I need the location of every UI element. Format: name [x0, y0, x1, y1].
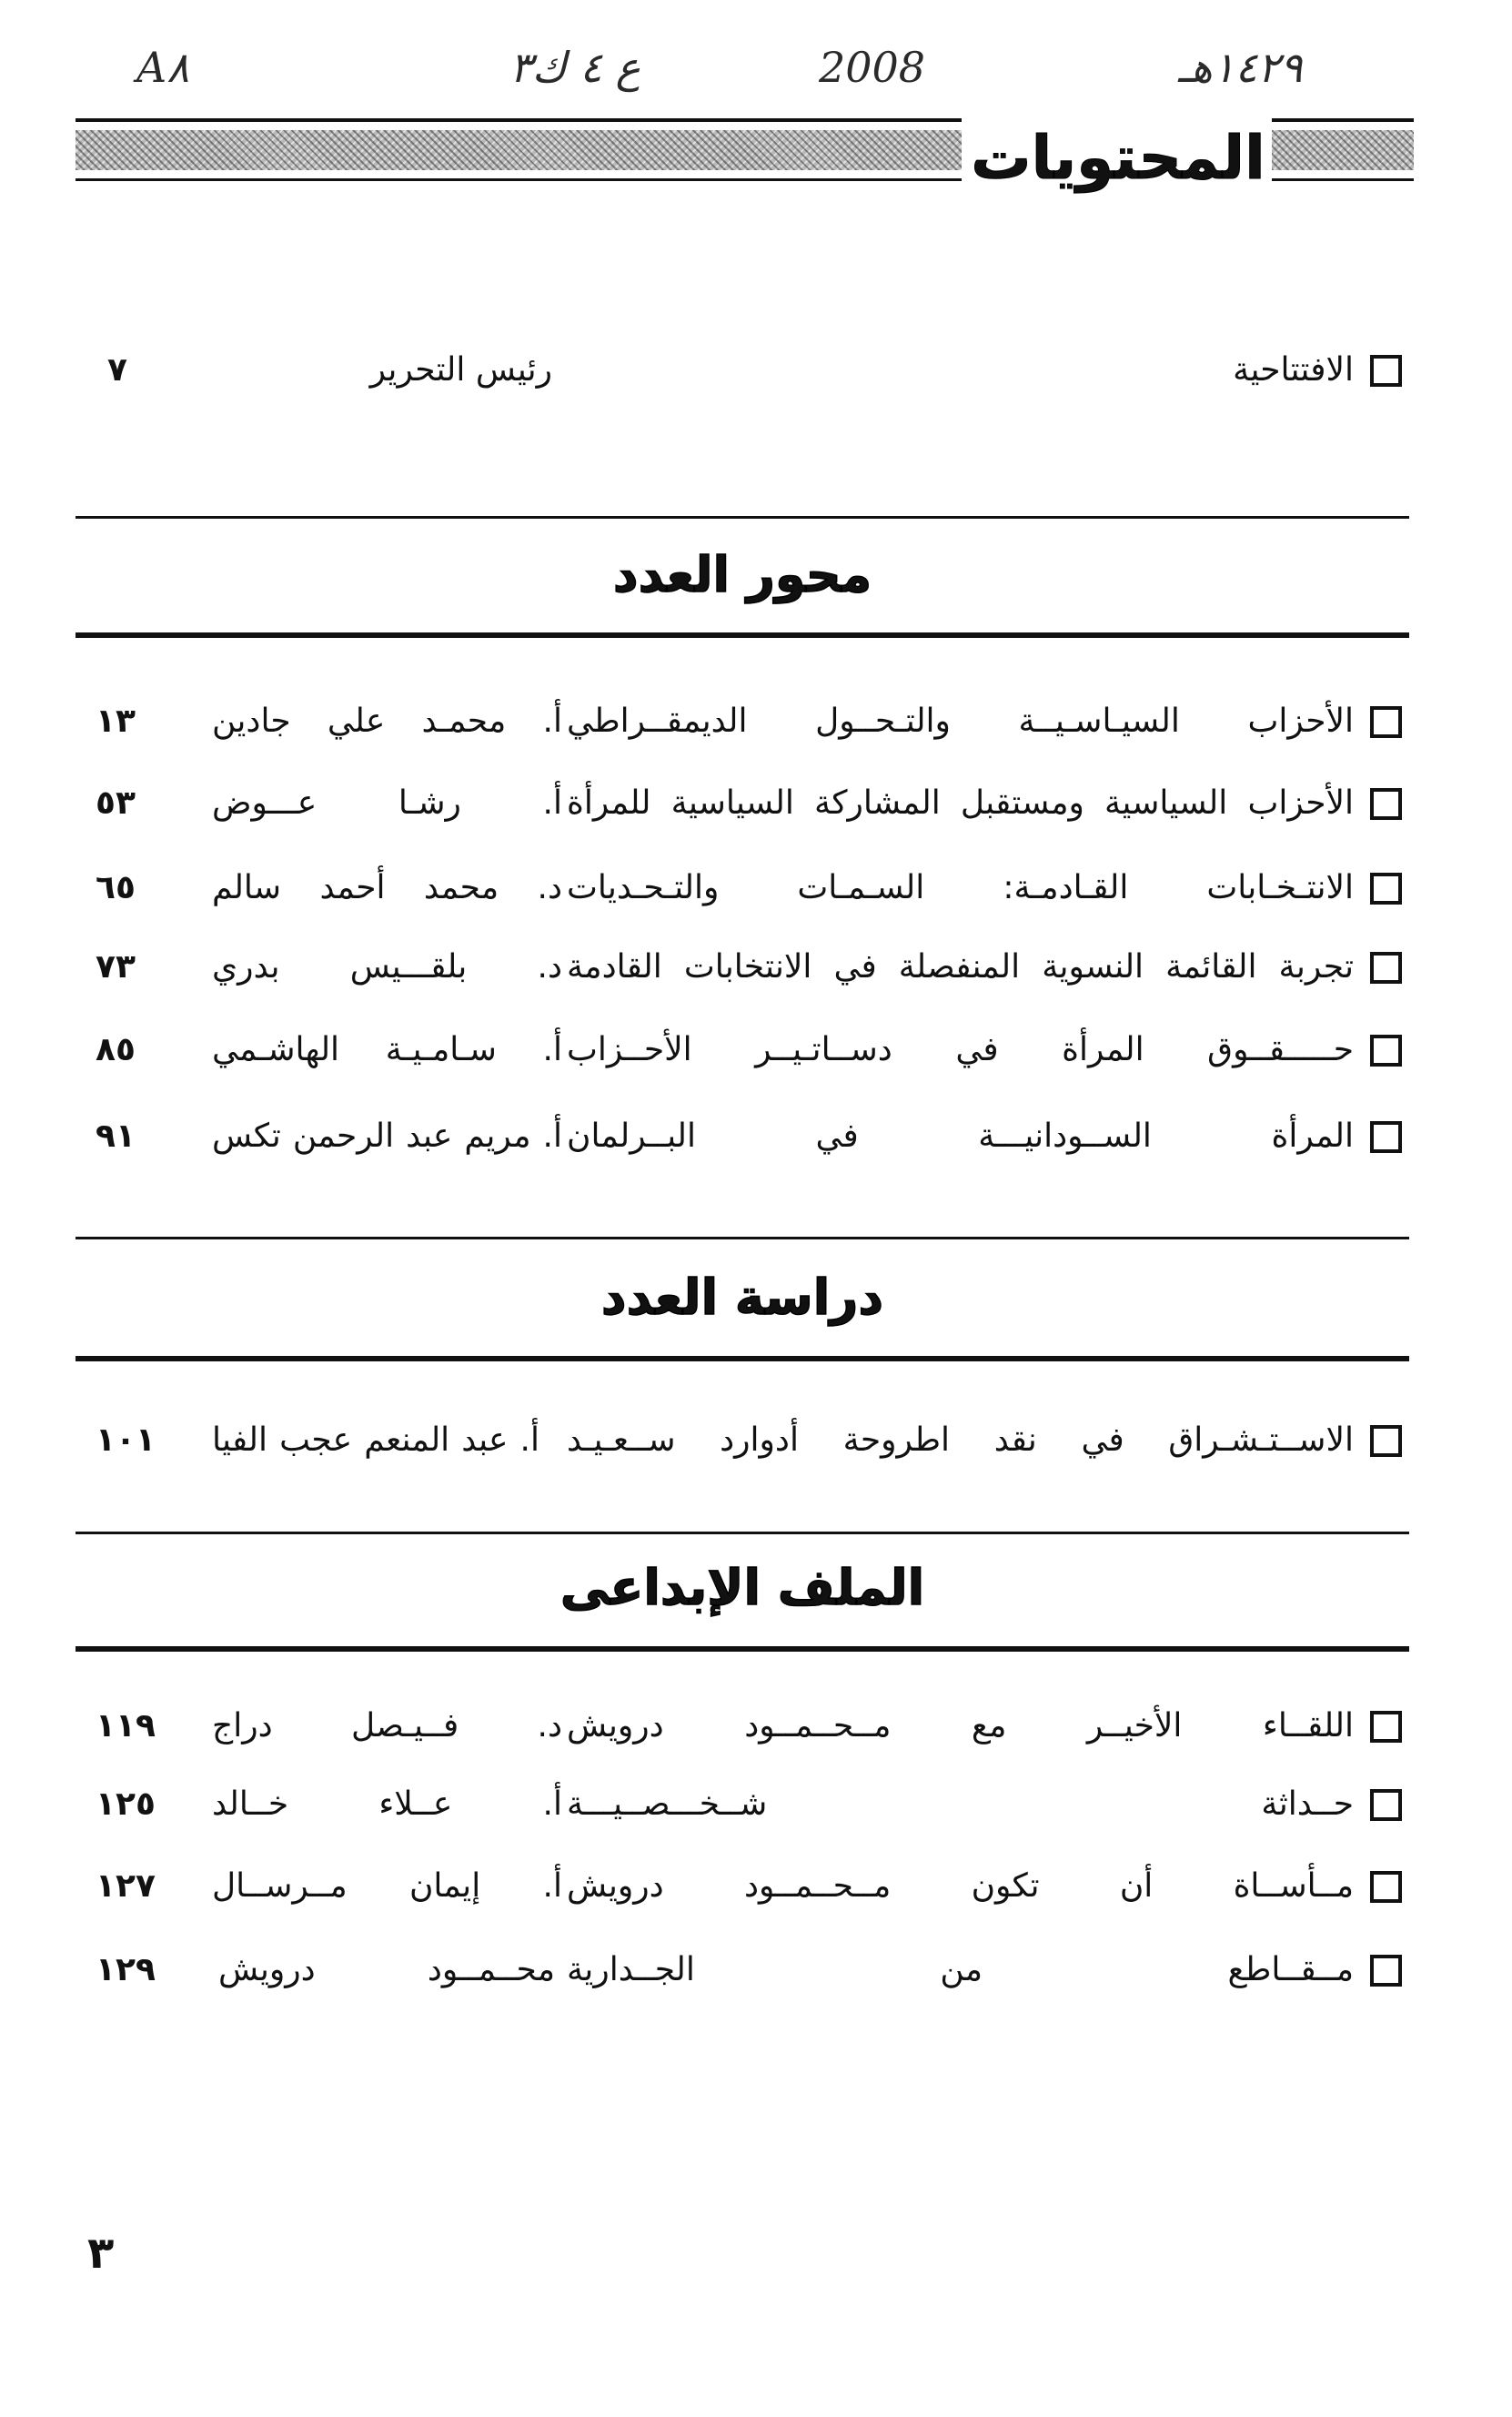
entry-title: تجربة القائمة النسوية المنفصلة في الانتخابات القادمة	[567, 948, 1354, 986]
toc-entry	[0, 1863, 1512, 1910]
entry-page-number: ١١٩	[96, 1707, 156, 1744]
toc-entry	[0, 1026, 1512, 1074]
entry-title: حــداثة شــخـــصــيـــة	[567, 1785, 1354, 1823]
entry-title: حـــــقــوق المرأة في دســاتـيــر الأحــزاب	[567, 1031, 1354, 1068]
toc-entry-editorial	[0, 347, 1512, 394]
entry-author: أ. رشـا عـــوض	[212, 784, 562, 822]
section-heading: الملف الإبداعى	[559, 1559, 925, 1616]
entry-title: الأحزاب السيـاسـيــة والتـحــول الديمقــراطي	[567, 703, 1354, 740]
section-rule-bottom	[76, 1646, 1409, 1652]
toc-entry	[0, 1113, 1512, 1160]
handwritten-note-center-right: 2008	[819, 43, 926, 92]
page-title: المحتويات	[971, 123, 1265, 193]
entry-title: الانتـخـابات القـادمـة: السـمـات والتـحـديات	[567, 869, 1354, 906]
entry-author: أ. محمـد علي جادين	[212, 703, 562, 740]
checkbox-square-icon	[1370, 1425, 1402, 1457]
entry-page-number: ١٢٥	[96, 1785, 156, 1823]
entry-page-number: ١٠١	[96, 1421, 156, 1459]
section-rule-top	[76, 1237, 1409, 1239]
entry-title: المرأة الســودانيـــة في البــرلمان	[567, 1117, 1354, 1155]
header-top-rule-right	[1272, 118, 1414, 122]
entry-title: اللقــاء الأخيــر مع مــحــمــود درويش	[567, 1707, 1354, 1744]
toc-entry	[0, 1947, 1512, 1994]
checkbox-square-icon	[1370, 1121, 1402, 1153]
entry-title: الاســتـشـراق في نقد اطروحة أدوارد ســعـيـد	[567, 1421, 1354, 1459]
entry-author: أ. إيمان مــرســال	[212, 1867, 562, 1905]
entry-page-number: ٥٣	[96, 784, 136, 822]
entry-title: مــقــاطع من الجــدارية	[567, 1951, 1354, 1988]
section-rule-bottom	[76, 632, 1409, 638]
header-pattern-left	[76, 130, 962, 170]
entry-title: الافتتاحية	[1233, 351, 1354, 389]
checkbox-square-icon	[1370, 1871, 1402, 1903]
entry-page-number: ١٣	[96, 703, 136, 740]
entry-author: د. محمد أحمد سالم	[212, 869, 562, 906]
handwritten-note-center-left: ع ٤ ك٣	[509, 43, 641, 92]
section-rule-top	[76, 516, 1409, 519]
toc-entry	[0, 698, 1512, 745]
entry-author: أ. عــلاء خــالد	[212, 1785, 562, 1823]
checkbox-square-icon	[1370, 355, 1402, 387]
section-heading: محور العدد	[612, 546, 872, 603]
entry-author: د. بلقـــيس بدري	[212, 948, 562, 986]
entry-author: أ. عبد المنعم عجب الفيا	[212, 1421, 539, 1459]
checkbox-square-icon	[1370, 1789, 1402, 1821]
checkbox-square-icon	[1370, 1035, 1402, 1067]
entry-author: د. فــيـصل دراج	[212, 1707, 562, 1744]
entry-page-number: ١٢٩	[96, 1951, 156, 1988]
checkbox-square-icon	[1370, 873, 1402, 905]
page-number: ٣	[87, 2228, 115, 2279]
checkbox-square-icon	[1370, 1711, 1402, 1743]
entry-page-number: ٧	[107, 351, 127, 389]
checkbox-square-icon	[1370, 1955, 1402, 1987]
entry-author: محــمــود درويش	[218, 1951, 555, 1988]
toc-entry	[0, 944, 1512, 991]
checkbox-square-icon	[1370, 952, 1402, 984]
entry-author: أ. مريم عبد الرحمن تكس	[212, 1117, 562, 1155]
toc-entry	[0, 1703, 1512, 1750]
entry-page-number: ٩١	[96, 1117, 136, 1155]
header-pattern-right	[1272, 130, 1414, 170]
handwritten-note-right: ١٤٢٩هـ	[1178, 43, 1303, 92]
section-rule-top	[76, 1532, 1409, 1534]
toc-entry	[0, 1781, 1512, 1828]
toc-entry	[0, 865, 1512, 912]
entry-title: الأحزاب السياسية ومستقبل المشاركة السياسية للمرأة	[567, 784, 1354, 822]
header-bottom-rule-right	[1272, 178, 1414, 181]
entry-author: رئيس التحرير	[369, 351, 552, 389]
header-top-rule-left	[76, 118, 962, 122]
checkbox-square-icon	[1370, 788, 1402, 820]
toc-entry	[0, 780, 1512, 827]
entry-author: أ. سـامـيـة الهاشـمي	[212, 1031, 562, 1068]
handwritten-note-left: A٨	[136, 43, 189, 92]
section-heading: دراسة العدد	[600, 1269, 884, 1326]
toc-entry	[0, 1417, 1512, 1464]
entry-page-number: ٨٥	[96, 1031, 136, 1068]
entry-page-number: ١٢٧	[96, 1867, 156, 1905]
entry-page-number: ٧٣	[96, 948, 136, 986]
section-rule-bottom	[76, 1356, 1409, 1361]
entry-page-number: ٦٥	[96, 869, 136, 906]
checkbox-square-icon	[1370, 706, 1402, 738]
entry-title: مــأســاة أن تكون مــحــمــود درويش	[567, 1867, 1354, 1905]
header-bottom-rule-left	[76, 178, 962, 181]
